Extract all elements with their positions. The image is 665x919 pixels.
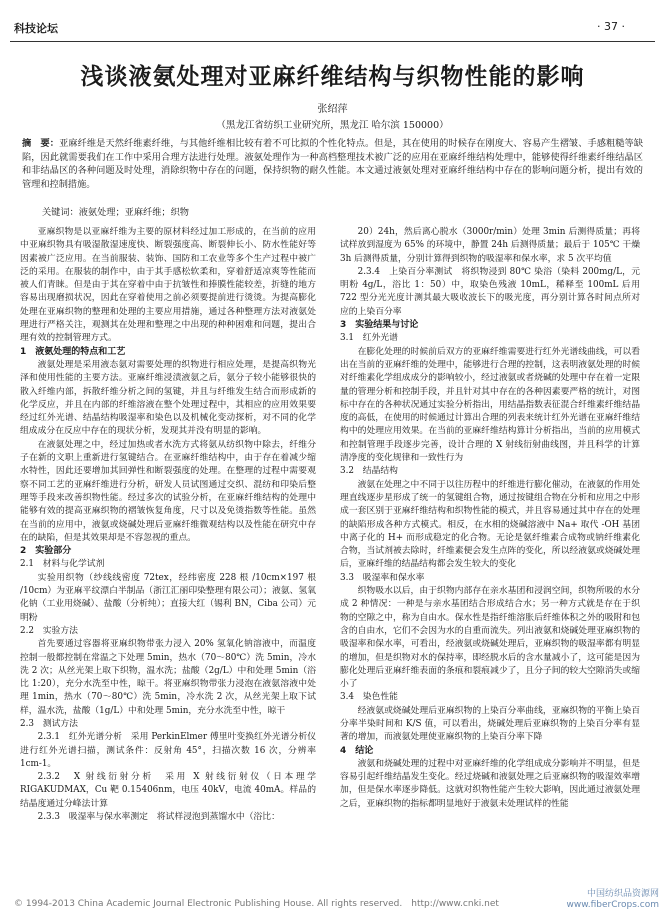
section-heading: 2 实验部分 — [20, 546, 72, 557]
author: 张绍萍 — [317, 104, 348, 115]
paragraph: 液氨处理是采用液态氨对需要处理的织物进行相应处理，是提高织物光泽和使用性能的主要方法。亚麻纤维浸渍液氨之后，氨分子较小能够很快的散入纤维内部，拆散纤维分析之间的氢键，并且与纤维发生结合而形成新的化学反应，并且在内部的纤维溶液在整个处理过程中，其相应的应用效果要经过红外光谱、结晶结构吸湿率和染色以及机械化变动探析，对不同的化学组成成分在反应中存在的现状分析，发现其并没有明显的影响。 — [20, 359, 316, 437]
abstract — [22, 137, 643, 191]
paragraph: 20）24h，然后离心脱水（3000r/min）处理 3min 后测得质量；再将试样放到湿度为 65% 的环境中，静置 24h 后测得质量；最后于 105℃ 干燥 3h 后测得质量，分别计算得到织物的吸湿率和保水率，求 5 次平均值 — [340, 227, 640, 264]
right-column — [340, 226, 640, 811]
abstract-text: 亚麻纤维是天然纤维素纤维，与其他纤维相比较有着不可比拟的个性化特点。但是，其在使用的时候存在刚度大、容易产生褶皱、手感粗糙等缺陷，因此就需要我们在工作中采用合理方法进行处理。液氨处理作为一种高档整理技术被广泛的应用在亚麻纤维结构处理中，能够使得纤维素纤维结晶区和非结晶区的各种问题及时处理，消除织物中存在的问题，保持织物的耐久性能。本文通过液氨处理对亚麻纤维结构中存在的影响问题分析，提出有效的管理和控制措施。 — [22, 138, 644, 190]
running-header — [10, 20, 655, 36]
keywords: 关键词：液氨处理；亚麻纤维；织物 — [42, 207, 189, 218]
abstract-label: 摘 要： — [22, 138, 60, 149]
section-heading: 3.4 染色性能 — [340, 692, 398, 703]
paragraph: 2.3.4 上染百分率测试 将织物浸到 80℃ 染浴（染料 200mg/L，元明粉 4g/L，浴比 1：50）中，取染色残液 10mL，稀释至 100mL 后用 722 型分光光度计测其最大吸收波长下的吸光度，再分别计算各时间点所对应的上染百分率 — [340, 266, 640, 317]
copyright-footer: © 1994-2013 China Academic Journal Electronic Publishing House. All rights reserved. http://www.cnki.net — [14, 899, 499, 909]
section-heading: 2.1 材料与化学试剂 — [20, 559, 105, 570]
section-heading: 2.2 实验方法 — [20, 625, 78, 636]
paragraph: 经液氨或烧碱处理后亚麻织物的上染百分率曲线，亚麻织物的平衡上染百分率半染时间和 K/S 值，可以看出，烧碱处理后亚麻织物的上染百分率有显著的增加，而液氨处理使亚麻织物的上染百分率下降 — [340, 705, 640, 743]
paragraph: 首先要通过容器将亚麻织物带张力浸入 20% 氢氧化钠溶液中，而温度控制一般都控制在常温之下处理 5min，热水（70～80℃）洗 5min，冷水洗 2 次；从丝光架上取下织物，温水洗；盐酸（2g/L）中和处理 5min（浴比 1:20），充分水洗至中性，晾干。将亚麻织物带张力浸泡在液氨溶液中处理 1min，热水（70～80℃）洗 5min，冷水洗 2 次，从丝光架上取下试样，温水洗，盐酸（1g/L）中和处理 5min，充分水洗至中性，晾干 — [20, 639, 316, 716]
header-rule — [10, 41, 655, 42]
section-heading: 1 液氨处理的特点和工艺 — [20, 346, 126, 357]
section-heading: 3 实验结果与讨论 — [340, 320, 419, 331]
paragraph: 实验用织物（纱线线密度 72tex，经纬密度 228 根 /10cm×197 根 /10cm）为亚麻平纹漂白半制品（浙江汇丽印染整理有限公司）；液氨、氢氧化钠（工业用烧碱）、盐酸（分析纯）；直接大红（锡利 BN，Ciba 公司）元明粉 — [20, 572, 316, 623]
paragraph: 液氨在处理之中不同于以往历程中的纤维进行膨化催动，在液氨的作用处理直线逐步星形成了统一的氢键组合物，通过按键组合物在分析和应用之中形成一套区别于亚麻纤维结构和织物性能的模式，并且容易通过其中存在的处理的缺陷形成各种方式模式。相反，在水相的烧碱溶液中 Na+ 取代 -OH 基团中离子化的 H+ 而形成稳定的化合物。无论是氨纤维素合成物或钠纤维素化合物，当试剂被去除时，纤维素便会发生点阵的变化，所以经液氨或烧碱处理后，亚麻纤维的结晶结构都会发生较大的变化 — [340, 479, 640, 570]
paragraph: 织物吸水以后，由于织物内部存在亲水基团和浸润空间，织物所吸的水分成 2 种情况：一种是与亲水基团结合形成结合水；另一种方式就是存在于织物的空隙之中，称为自由水。保水性是指纤维溶胀后纤维体积之外的吸附和包含的自由水，它们不会因为水的自重而流失。列出液氨和烧碱处理亚麻织物的吸湿率和保水率，可看出，经液氨或烧碱处理后，亚麻织物的吸湿率都有明显的增加，但是织物对水的保持率，即经脱水后的含水量减小了，这可能是因为膨化处理后亚麻纤维表面的条痕和裂痕减少了，且分子间的较大空隙消失或缩小了 — [340, 586, 640, 690]
section-heading: 3.1 红外光谱 — [340, 333, 398, 344]
paragraph: 在液氨处理之中，经过加热或者水洗方式将氨从纺织物中除去，纤维分子在新的文职上重新进行氢键结合。在亚麻纤维结构中，由于存在着减少缩水特性，因此还要增加其回弹性和断裂强度的处理。在整理的过程中需要观察不同工艺的亚麻纤维进行分析，研发人员试图通过交织、混纺和印染后整理等手段来改善织物性能。经过多次的试验分析，在亚麻纤维结构的处理中能够有效的提高亚麻织物的褶皱恢复角度，尺寸以及免烫指数等性能。虽然在当前的应用中，液氨或烧碱处理后亚麻纤维微观结构以及性能在研究中存在的缺陷，但是其效果却是不容忽视的重点。 — [20, 439, 316, 543]
paragraph: 2.3.2 X 射线衍射分析 采用 X 射线衍射仪（日本理学 RIGAKUDMAX，Cu 靶 0.15406nm，电压 40kV，电流 40mA。样品的结晶度通过分峰法计算 — [20, 772, 316, 809]
section-label: 科技论坛 — [14, 22, 58, 35]
section-heading: 3.2 结晶结构 — [340, 466, 398, 477]
watermark-line2: www.fiberCrops.com — [566, 900, 659, 910]
watermark-line1: 中国纺织品资源网 — [586, 889, 659, 899]
article-title: 浅谈液氨处理对亚麻纤维结构与织物性能的影响 — [80, 64, 585, 90]
paragraph: 在膨化处理的时候前后双方的亚麻纤维需要进行红外光谱线曲线，可以看出在当前的亚麻纤维的处理中，能够进行合理的控制，这表明液氨处理的时候对纤维素化学组成成分的影响较小，经过液氨或者烧碱的处理中存在着一定限量的管理分析和控制手段，并且针对其中存在的各种因素要严格的统计，对图标中存在的各种状况通过实验分析指出，用结晶指数表征混合纤维素纤维结晶度的高低，在使用的时候通过计算出合理的列表来统计红外光谱在亚麻纤维结构中的处理应用效果。在当前的亚麻纤维结构算计分析指出，当前的应用模式和控制管理手段逐步完善，设计合理的 X 射线衍射曲线图，并且科学的计算清净度的变化规律和一致性行为 — [340, 346, 640, 464]
watermark — [566, 889, 659, 911]
paragraph: 液氨和烧碱处理的过程中对亚麻纤维的化学组成成分影响并不明显，但是容易引起纤维结晶发生变化。经过烧碱和液氨处理之后亚麻织物的吸湿效率增加，但是保水率逐步降低。这就对织物性能产生较大影响，因此通过液氨处理之后，亚麻织物的指标都明显地好于液氨未处理试样的性能 — [340, 758, 640, 809]
page-number: · 37 · — [597, 20, 625, 33]
section-heading: 2.3 测试方法 — [20, 718, 78, 729]
left-column — [20, 226, 316, 824]
paragraph: 2.3.3 吸湿率与保水率测定 将试样浸泡到蒸馏水中（浴比： — [37, 812, 280, 823]
section-heading: 4 结论 — [340, 745, 374, 756]
paragraph: 亚麻织物是以亚麻纤维为主要的原材料经过加工形成的，在当前的应用中亚麻织物具有吸湿散湿速度快、断裂强度高、断裂伸长小、防水性能好等因素被广泛应用。在当前服装、装饰、国防和工农业等多个生产过程中被广泛的采用。在服装的制作中，由于其手感松软柔和，穿着舒适凉爽等性能而被人们青睐。但是由于其在穿着中由于抗皱性和捧膜性能较差，折缝的地方容易出现磨损状况，因此在穿着使用之前必须要提前进行烫烫。为提高膨化处理在亚麻织物的整理和处理的主要应用措施，通过各种整理方法对液氨处理进行严格关注，观测其在处理和整理之中出现的种种困难和问题，提出合理有效的控制管理方式。 — [20, 227, 316, 344]
section-heading: 3.3 吸湿率和保水率 — [340, 572, 425, 583]
affiliation: （黑龙江省纺织工业研究所，黑龙江 哈尔滨 150000） — [216, 120, 449, 131]
paragraph: 2.3.1 红外光谱分析 采用 PerkinElmer 傅里叶变换红外光谱分析仪进行红外光谱扫描，测试条件：反射角 45°，扫描次数 16 次，分辨率 1cm-1。 — [20, 732, 316, 769]
